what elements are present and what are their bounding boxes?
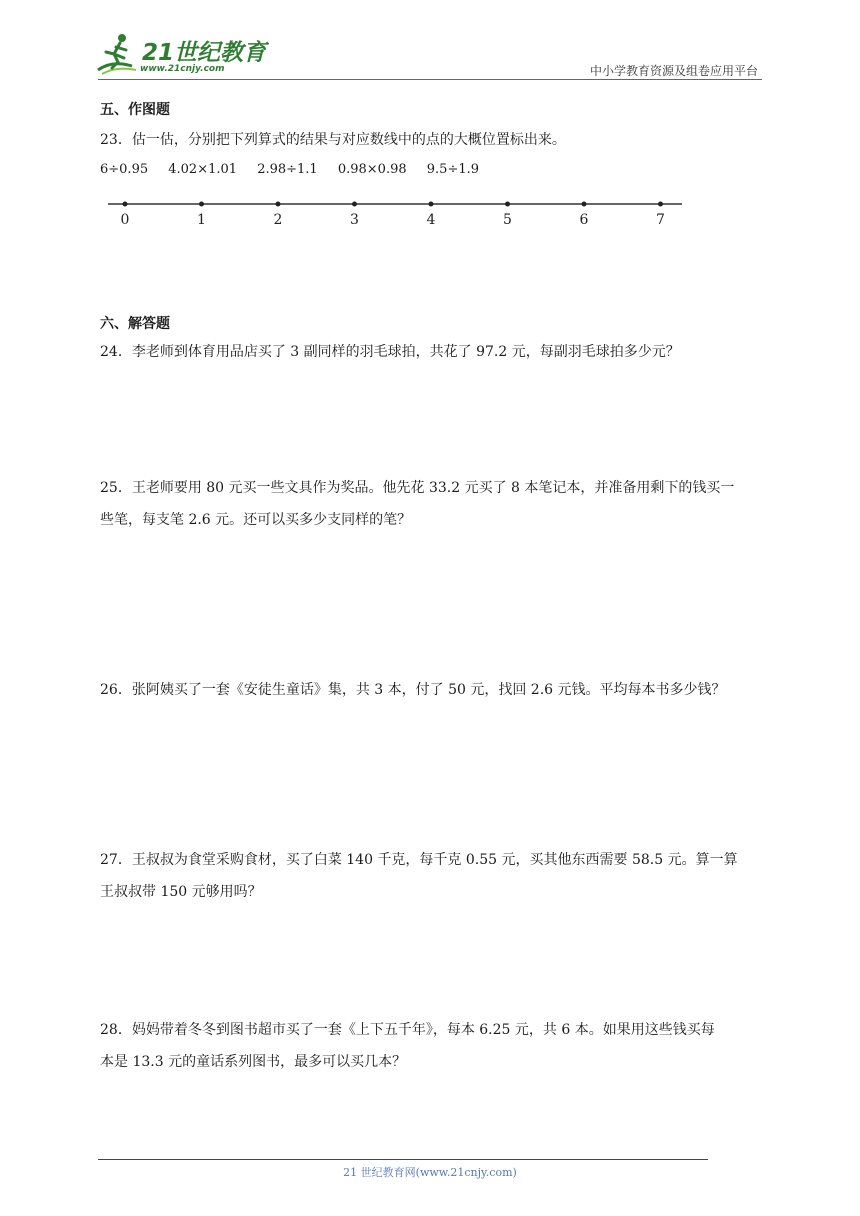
- footer-divider: [98, 1159, 708, 1160]
- question-27-text-line2: 王叔叔带 150 元够用吗？: [100, 884, 262, 900]
- question-25-text-line1: 25．王老师要用 80 元买一些文具作为奖品。他先花 33.2 元买了 8 本笔记本，并准备用剩下的钱买一: [100, 480, 735, 496]
- footer-text: 21 世纪教育网(www.21cnjy.com): [343, 1166, 517, 1179]
- question-23-text: 23．估一估，分别把下列算式的结果与对应数线中的点的大概位置标出来。: [100, 132, 566, 148]
- number-line-point-2: [276, 202, 281, 207]
- question-26-text: 26．张阿姨买了一套《安徒生童话》集，共 3 本，付了 50 元，找回 2.6 元钱。平均每本书多少钱？: [100, 682, 726, 698]
- header-platform-text: 中小学教育资源及组卷应用平台: [589, 64, 758, 78]
- section-title-drawing: 五、作图题: [100, 102, 170, 118]
- number-line-label-0: 0: [120, 212, 130, 228]
- logo: [92, 30, 272, 80]
- header-divider: [98, 79, 762, 80]
- number-line-label-5: 5: [503, 212, 512, 228]
- expression-4: 0.98×0.98: [337, 162, 407, 177]
- number-line-point-1: [199, 202, 204, 207]
- expression-2: 4.02×1.01: [168, 162, 238, 177]
- question-24-text: 24．李老师到体育用品店买了 3 副同样的羽毛球拍，共花了 97.2 元，每副羽毛球拍多少元？: [100, 344, 680, 360]
- number-line-point-7: [658, 202, 663, 207]
- number-line-point-0: [123, 202, 128, 207]
- number-line-label-7: 7: [656, 212, 665, 228]
- logo-url-text: www.21cnjy.com: [140, 64, 225, 74]
- section-title-solving: 六、解答题: [100, 316, 170, 332]
- question-28-text-line1: 28．妈妈带着冬冬到图书超市买了一套《上下五千年》，每本 6.25 元，共 6 本。如果用这些钱买每: [100, 1022, 715, 1038]
- number-line: [108, 192, 688, 232]
- page-header: [0, 0, 860, 90]
- question-23-expressions: [100, 162, 495, 177]
- question-27-text-line1: 27．王叔叔为食堂采购食材，买了白菜 140 千克，每千克 0.55 元，买其他东西需要 58.5 元。算一算: [100, 852, 738, 868]
- number-line-label-6: 6: [579, 212, 589, 228]
- question-28-text-line2: 本是 13.3 元的童话系列图书，最多可以买几本？: [100, 1054, 407, 1070]
- number-line-point-3: [352, 202, 357, 207]
- number-line-label-4: 4: [426, 212, 436, 228]
- number-line-point-6: [582, 202, 587, 207]
- expression-3: 2.98÷1.1: [257, 162, 318, 177]
- runner-logo-icon: [92, 30, 142, 80]
- expression-1: 6÷0.95: [100, 162, 149, 177]
- number-line-label-3: 3: [350, 212, 359, 228]
- number-line-label-2: 2: [273, 212, 283, 228]
- number-line-point-4: [429, 202, 434, 207]
- number-line-point-5: [505, 202, 510, 207]
- question-25-text-line2: 些笔，每支笔 2.6 元。还可以买多少支同样的笔？: [100, 512, 412, 528]
- logo-brand-text: 21世纪教育: [142, 40, 267, 66]
- expression-5: 9.5÷1.9: [426, 162, 480, 177]
- number-line-label-1: 1: [197, 212, 206, 228]
